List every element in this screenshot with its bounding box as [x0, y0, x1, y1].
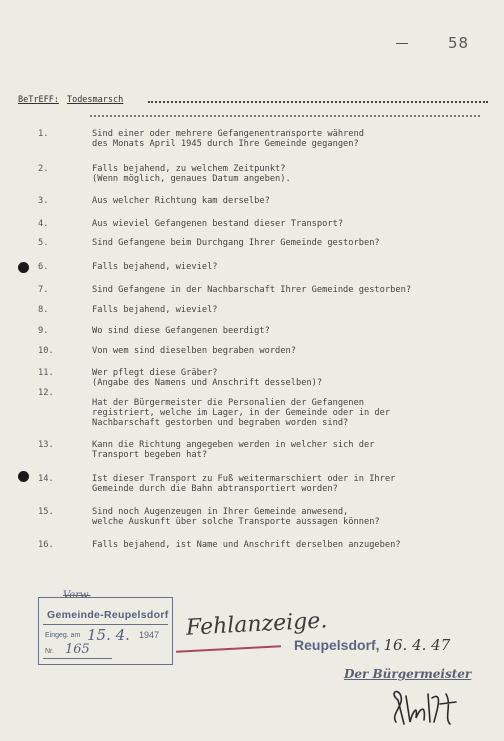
- stamp-number-label: Nr.: [45, 648, 54, 655]
- subject-topic: Todesmarsch: [66, 95, 124, 105]
- red-pencil-mark: [176, 645, 281, 652]
- question-text: Falls bejahend, wieviel?: [92, 262, 218, 272]
- stamp-rule: [43, 624, 168, 625]
- question-number: 3.: [38, 196, 49, 206]
- signing-date: 16. 4. 47: [383, 636, 451, 654]
- question-text: Hat der Bürgermeister die Personalien der Gefangenen registriert, welche im Lager, in der Gemeinde oder in der Nachbarschaft gestorben und begraben worden sind?: [92, 398, 391, 428]
- stamp-received-label: Eingeg. am: [45, 632, 81, 639]
- question-number: 5.: [38, 238, 49, 248]
- question-number: 14.: [38, 474, 54, 484]
- question-text: Sind Gefangene beim Durchgang Ihrer Gemeinde gestorben?: [92, 238, 380, 248]
- subject-line: [18, 95, 488, 107]
- question-text: Kann die Richtung angegeben werden in welcher sich der Transport begeben hat?: [92, 440, 375, 460]
- question-number: 13.: [38, 440, 54, 450]
- page-number: 58: [396, 34, 476, 52]
- question-number: 8.: [38, 305, 49, 315]
- subject-label: BeTrEFF:: [18, 95, 59, 105]
- question-number: 7.: [38, 285, 49, 295]
- answer-handwriting: Fehlanzeige.: [185, 608, 328, 641]
- question-number: 10.: [38, 346, 54, 356]
- subject-rule: [148, 101, 488, 103]
- question-text: Sind Gefangene in der Nachbarschaft Ihrer Gemeinde gestorben?: [92, 285, 412, 295]
- receipt-stamp: [38, 590, 173, 665]
- dotted-divider: [90, 115, 480, 117]
- question-text: Sind einer oder mehrere Gefangenentransporte während des Monats April 1945 durch Ihre Gemeinde gegangen?: [92, 129, 364, 149]
- stamp-verw-note: Verw.: [63, 590, 91, 601]
- stamp-date: 15. 4.: [87, 626, 130, 644]
- question-number: 15.: [38, 507, 54, 517]
- place-date-line: [294, 636, 450, 654]
- question-text: Aus wieviel Gefangenen bestand dieser Transport?: [92, 219, 344, 229]
- question-number: 2.: [38, 164, 49, 174]
- question-number: 1.: [38, 129, 49, 139]
- punch-hole-top: [18, 262, 29, 273]
- question-text: Aus welcher Richtung kam derselbe?: [92, 196, 270, 206]
- question-number: 12.: [38, 388, 54, 398]
- place-name: Reupelsdorf,: [294, 637, 380, 653]
- signatory-title: Der Bürgermeister: [344, 667, 472, 681]
- stamp-number: 165: [65, 642, 90, 657]
- question-text: Von wem sind dieselben begraben worden?: [92, 346, 296, 356]
- stamp-year: 1947: [139, 630, 160, 640]
- stamp-number-rule: [43, 658, 112, 659]
- question-text: Sind noch Augenzeugen in Ihrer Gemeinde anwesend, welche Auskunft über solche Transporte aussagen können?: [92, 507, 380, 527]
- question-text: Falls bejahend, ist Name und Anschrift derselben anzugeben?: [92, 540, 401, 550]
- punch-hole-bottom: [18, 471, 29, 482]
- question-number: 4.: [38, 219, 49, 229]
- question-text: Falls bejahend, wieviel?: [92, 305, 218, 315]
- question-number: 11.: [38, 368, 54, 378]
- signature-mayor: [386, 684, 466, 730]
- stamp-office: Gemeinde-Reupelsdorf: [47, 609, 169, 621]
- question-text: Falls bejahend, zu welchem Zeitpunkt? (Wenn möglich, genaues Datum angeben).: [92, 164, 291, 184]
- question-text: Wo sind diese Gefangenen beerdigt?: [92, 326, 270, 336]
- question-number: 16.: [38, 540, 54, 550]
- question-text: Ist dieser Transport zu Fuß weitermarschiert oder in Ihrer Gemeinde durch die Bahn abtransportiert worden?: [92, 474, 396, 494]
- question-number: 6.: [38, 262, 49, 272]
- question-number: 9.: [38, 326, 49, 336]
- question-text: Wer pflegt diese Gräber? (Angabe des Namens und Anschrift desselben)?: [92, 368, 323, 388]
